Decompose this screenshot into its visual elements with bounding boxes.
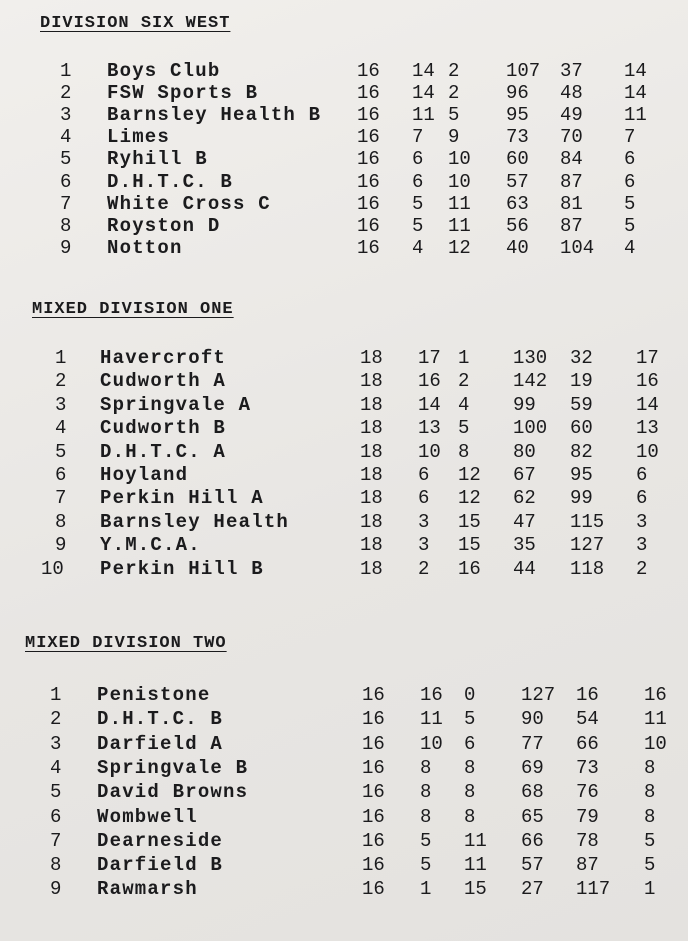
table-row: [0, 370, 688, 394]
for-cell: 57: [521, 854, 544, 877]
lost-cell: 11: [464, 854, 487, 877]
won-cell: 6: [412, 170, 424, 193]
team-name-cell: Hoyland: [100, 464, 189, 486]
lost-cell: 15: [458, 510, 481, 533]
table-row: [0, 237, 688, 261]
for-cell: 73: [506, 126, 529, 149]
lost-cell: 8: [464, 756, 476, 779]
points-cell: 6: [636, 487, 648, 510]
against-cell: 78: [576, 829, 599, 852]
played-cell: 16: [357, 214, 380, 237]
for-cell: 65: [521, 805, 544, 828]
against-cell: 117: [576, 878, 611, 901]
lost-cell: 10: [448, 170, 471, 193]
points-cell: 14: [624, 60, 647, 82]
played-cell: 18: [360, 370, 383, 393]
team-name-cell: David Browns: [97, 781, 249, 804]
position-cell: 9: [50, 878, 62, 901]
played-cell: 18: [360, 510, 383, 533]
played-cell: 18: [360, 417, 383, 440]
team-name-cell: Springvale A: [100, 393, 252, 416]
for-cell: 67: [513, 464, 536, 486]
against-cell: 95: [570, 464, 593, 486]
played-cell: 16: [362, 732, 385, 755]
team-name-cell: Royston D: [107, 214, 221, 237]
points-cell: 4: [624, 236, 636, 259]
played-cell: 16: [362, 684, 385, 706]
table-row: [0, 171, 688, 195]
won-cell: 14: [412, 82, 435, 105]
table-row: [0, 684, 688, 708]
won-cell: 11: [412, 104, 435, 127]
team-name-cell: Springvale B: [97, 756, 249, 779]
points-cell: 10: [644, 732, 667, 755]
team-name-cell: Rawmarsh: [97, 878, 198, 901]
position-cell: 4: [50, 756, 62, 779]
played-cell: 16: [362, 708, 385, 731]
team-name-cell: D.H.T.C. A: [100, 440, 227, 463]
team-name-cell: Wombwell: [97, 805, 198, 828]
against-cell: 16: [576, 684, 599, 706]
division-title: MIXED DIVISION TWO: [25, 634, 227, 653]
position-cell: 9: [55, 534, 67, 557]
played-cell: 16: [357, 126, 380, 149]
division-title: DIVISION SIX WEST: [40, 14, 231, 33]
for-cell: 66: [521, 829, 544, 852]
division-title: MIXED DIVISION ONE: [32, 300, 234, 319]
for-cell: 63: [506, 192, 529, 215]
team-name-cell: Ryhill B: [107, 148, 208, 171]
team-name-cell: Havercroft: [100, 347, 227, 369]
position-cell: 2: [55, 370, 67, 393]
lost-cell: 6: [464, 732, 476, 755]
table-row: [0, 148, 688, 172]
lost-cell: 0: [464, 684, 476, 706]
lost-cell: 15: [458, 534, 481, 557]
lost-cell: 8: [464, 805, 476, 828]
position-cell: 2: [50, 708, 62, 731]
team-name-cell: Penistone: [97, 684, 211, 706]
lost-cell: 12: [448, 236, 471, 259]
points-cell: 14: [624, 82, 647, 105]
lost-cell: 12: [458, 464, 481, 486]
won-cell: 8: [420, 756, 432, 779]
lost-cell: 16: [458, 557, 481, 580]
points-cell: 8: [644, 805, 656, 828]
against-cell: 19: [570, 370, 593, 393]
position-cell: 3: [55, 393, 67, 416]
won-cell: 6: [418, 464, 430, 486]
won-cell: 3: [418, 534, 430, 557]
against-cell: 76: [576, 781, 599, 804]
position-cell: 7: [60, 192, 72, 215]
won-cell: 5: [420, 829, 432, 852]
table-row: [0, 441, 688, 465]
position-cell: 5: [60, 148, 72, 171]
for-cell: 142: [513, 370, 548, 393]
against-cell: 104: [560, 236, 595, 259]
won-cell: 8: [420, 781, 432, 804]
position-cell: 10: [41, 557, 64, 580]
points-cell: 6: [636, 464, 648, 486]
position-cell: 9: [60, 236, 72, 259]
team-name-cell: Barnsley Health B: [107, 104, 322, 127]
team-name-cell: Notton: [107, 236, 183, 259]
for-cell: 47: [513, 510, 536, 533]
lost-cell: 15: [464, 878, 487, 901]
team-name-cell: Limes: [107, 126, 171, 149]
table-row: [0, 558, 688, 582]
lost-cell: 10: [448, 148, 471, 171]
for-cell: 27: [521, 878, 544, 901]
played-cell: 18: [360, 440, 383, 463]
played-cell: 16: [357, 236, 380, 259]
position-cell: 7: [55, 487, 67, 510]
for-cell: 44: [513, 557, 536, 580]
points-cell: 14: [636, 393, 659, 416]
played-cell: 18: [360, 534, 383, 557]
position-cell: 4: [60, 126, 72, 149]
against-cell: 115: [570, 510, 605, 533]
position-cell: 7: [50, 829, 62, 852]
against-cell: 118: [570, 557, 605, 580]
for-cell: 35: [513, 534, 536, 557]
table-row: [0, 193, 688, 217]
lost-cell: 4: [458, 393, 470, 416]
points-cell: 10: [636, 440, 659, 463]
table-row: [0, 82, 688, 106]
table-row: [0, 464, 688, 488]
position-cell: 8: [50, 854, 62, 877]
team-name-cell: Perkin Hill A: [100, 487, 264, 510]
for-cell: 107: [506, 60, 541, 82]
lost-cell: 5: [448, 104, 460, 127]
for-cell: 127: [521, 684, 556, 706]
lost-cell: 5: [458, 417, 470, 440]
points-cell: 16: [644, 684, 667, 706]
position-cell: 1: [55, 347, 67, 369]
lost-cell: 8: [464, 781, 476, 804]
won-cell: 16: [418, 370, 441, 393]
lost-cell: 2: [448, 82, 460, 105]
position-cell: 1: [60, 60, 72, 82]
points-cell: 5: [644, 854, 656, 877]
points-cell: 5: [624, 192, 636, 215]
played-cell: 18: [360, 557, 383, 580]
against-cell: 54: [576, 708, 599, 731]
for-cell: 99: [513, 393, 536, 416]
for-cell: 69: [521, 756, 544, 779]
for-cell: 62: [513, 487, 536, 510]
against-cell: 87: [560, 214, 583, 237]
lost-cell: 2: [448, 60, 460, 82]
played-cell: 16: [362, 805, 385, 828]
for-cell: 60: [506, 148, 529, 171]
against-cell: 73: [576, 756, 599, 779]
won-cell: 14: [412, 60, 435, 82]
table-row: [0, 781, 688, 805]
team-name-cell: Perkin Hill B: [100, 557, 264, 580]
points-cell: 6: [624, 148, 636, 171]
against-cell: 70: [560, 126, 583, 149]
table-row: [0, 394, 688, 418]
points-cell: 8: [644, 756, 656, 779]
position-cell: 1: [50, 684, 62, 706]
table-row: [0, 347, 688, 371]
lost-cell: 11: [448, 214, 471, 237]
played-cell: 16: [362, 756, 385, 779]
table-row: [0, 104, 688, 128]
against-cell: 87: [560, 170, 583, 193]
position-cell: 3: [50, 732, 62, 755]
lost-cell: 5: [464, 708, 476, 731]
position-cell: 5: [50, 781, 62, 804]
against-cell: 49: [560, 104, 583, 127]
position-cell: 3: [60, 104, 72, 127]
won-cell: 4: [412, 236, 424, 259]
won-cell: 13: [418, 417, 441, 440]
team-name-cell: Cudworth B: [100, 417, 227, 440]
team-name-cell: Darfield B: [97, 854, 224, 877]
position-cell: 8: [55, 510, 67, 533]
won-cell: 5: [420, 854, 432, 877]
team-name-cell: Dearneside: [97, 829, 224, 852]
team-name-cell: Darfield A: [97, 732, 224, 755]
for-cell: 80: [513, 440, 536, 463]
played-cell: 16: [357, 192, 380, 215]
team-name-cell: Barnsley Health: [100, 510, 290, 533]
played-cell: 16: [357, 60, 380, 82]
table-row: [0, 215, 688, 239]
won-cell: 8: [420, 805, 432, 828]
against-cell: 32: [570, 347, 593, 369]
team-name-cell: D.H.T.C. B: [97, 708, 224, 731]
won-cell: 5: [412, 192, 424, 215]
table-row: [0, 487, 688, 511]
lost-cell: 1: [458, 347, 470, 369]
points-cell: 11: [644, 708, 667, 731]
points-cell: 13: [636, 417, 659, 440]
team-name-cell: White Cross C: [107, 192, 271, 215]
played-cell: 16: [357, 104, 380, 127]
won-cell: 6: [418, 487, 430, 510]
points-cell: 6: [624, 170, 636, 193]
against-cell: 87: [576, 854, 599, 877]
played-cell: 18: [360, 347, 383, 369]
position-cell: 6: [60, 170, 72, 193]
for-cell: 57: [506, 170, 529, 193]
won-cell: 16: [420, 684, 443, 706]
against-cell: 84: [560, 148, 583, 171]
played-cell: 16: [357, 170, 380, 193]
team-name-cell: D.H.T.C. B: [107, 170, 234, 193]
points-cell: 5: [644, 829, 656, 852]
for-cell: 40: [506, 236, 529, 259]
lost-cell: 2: [458, 370, 470, 393]
against-cell: 37: [560, 60, 583, 82]
played-cell: 16: [362, 781, 385, 804]
for-cell: 56: [506, 214, 529, 237]
position-cell: 6: [50, 805, 62, 828]
won-cell: 6: [412, 148, 424, 171]
points-cell: 7: [624, 126, 636, 149]
won-cell: 7: [412, 126, 424, 149]
team-name-cell: Boys Club: [107, 60, 221, 82]
lost-cell: 8: [458, 440, 470, 463]
against-cell: 82: [570, 440, 593, 463]
position-cell: 6: [55, 464, 67, 486]
for-cell: 90: [521, 708, 544, 731]
team-name-cell: FSW Sports B: [107, 82, 259, 105]
for-cell: 130: [513, 347, 548, 369]
against-cell: 60: [570, 417, 593, 440]
table-row: [0, 708, 688, 732]
played-cell: 16: [362, 854, 385, 877]
against-cell: 66: [576, 732, 599, 755]
position-cell: 5: [55, 440, 67, 463]
for-cell: 95: [506, 104, 529, 127]
points-cell: 8: [644, 781, 656, 804]
points-cell: 5: [624, 214, 636, 237]
points-cell: 16: [636, 370, 659, 393]
played-cell: 16: [362, 829, 385, 852]
points-cell: 3: [636, 534, 648, 557]
table-row: [0, 878, 688, 902]
table-row: [0, 511, 688, 535]
table-row: [0, 854, 688, 878]
played-cell: 18: [360, 487, 383, 510]
team-name-cell: Cudworth A: [100, 370, 227, 393]
table-row: [0, 126, 688, 150]
position-cell: 8: [60, 214, 72, 237]
table-row: [0, 60, 688, 84]
against-cell: 48: [560, 82, 583, 105]
won-cell: 10: [420, 732, 443, 755]
lost-cell: 9: [448, 126, 460, 149]
won-cell: 5: [412, 214, 424, 237]
lost-cell: 11: [448, 192, 471, 215]
for-cell: 96: [506, 82, 529, 105]
against-cell: 127: [570, 534, 605, 557]
table-row: [0, 806, 688, 830]
played-cell: 18: [360, 393, 383, 416]
table-row: [0, 733, 688, 757]
won-cell: 3: [418, 510, 430, 533]
points-cell: 11: [624, 104, 647, 127]
points-cell: 17: [636, 347, 659, 369]
table-row: [0, 757, 688, 781]
for-cell: 68: [521, 781, 544, 804]
team-name-cell: Y.M.C.A.: [100, 534, 201, 557]
lost-cell: 12: [458, 487, 481, 510]
played-cell: 16: [357, 148, 380, 171]
played-cell: 18: [360, 464, 383, 486]
played-cell: 16: [357, 82, 380, 105]
won-cell: 11: [420, 708, 443, 731]
lost-cell: 11: [464, 829, 487, 852]
against-cell: 79: [576, 805, 599, 828]
against-cell: 81: [560, 192, 583, 215]
played-cell: 16: [362, 878, 385, 901]
table-row: [0, 830, 688, 854]
position-cell: 4: [55, 417, 67, 440]
won-cell: 10: [418, 440, 441, 463]
position-cell: 2: [60, 82, 72, 105]
won-cell: 1: [420, 878, 432, 901]
points-cell: 1: [644, 878, 656, 901]
table-row: [0, 534, 688, 558]
against-cell: 99: [570, 487, 593, 510]
table-row: [0, 417, 688, 441]
points-cell: 2: [636, 557, 648, 580]
won-cell: 14: [418, 393, 441, 416]
won-cell: 17: [418, 347, 441, 369]
won-cell: 2: [418, 557, 430, 580]
for-cell: 77: [521, 732, 544, 755]
for-cell: 100: [513, 417, 548, 440]
points-cell: 3: [636, 510, 648, 533]
against-cell: 59: [570, 393, 593, 416]
